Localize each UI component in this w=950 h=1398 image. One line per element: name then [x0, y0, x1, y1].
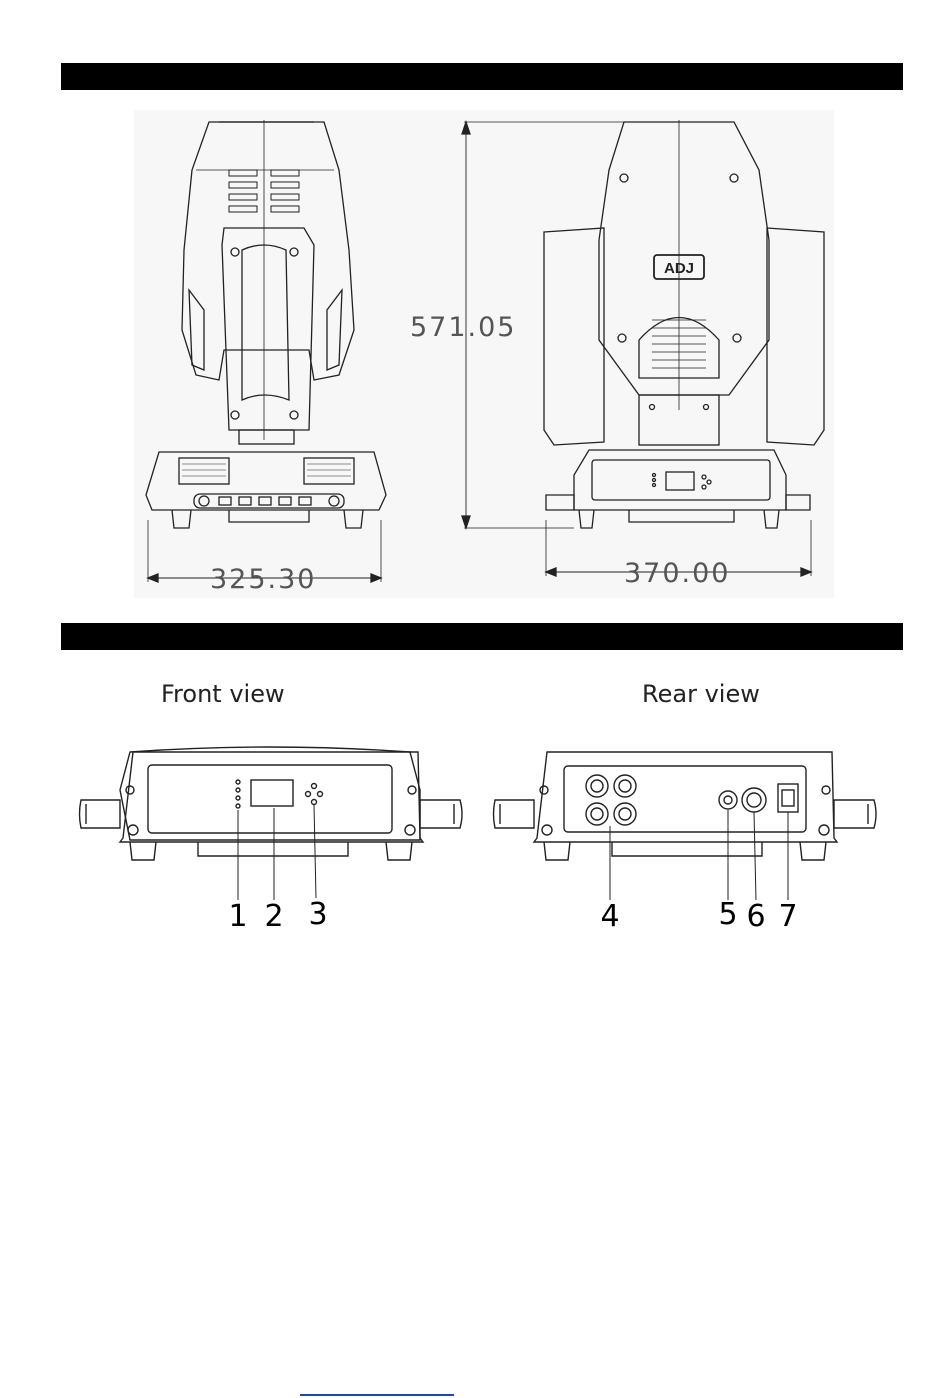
- height-dimension-label: 571.05: [410, 312, 517, 343]
- adj-logo: ADJ: [663, 260, 695, 277]
- front-panel-drawing: [78, 740, 472, 935]
- callout-7: 7: [778, 899, 798, 934]
- width-dimension-label: 325.30: [210, 564, 317, 595]
- callout-4: 4: [600, 899, 620, 934]
- callout-3: 3: [308, 897, 328, 932]
- front-view-title: Front view: [161, 680, 285, 708]
- depth-dimension-label: 370.00: [624, 558, 731, 589]
- section-header-bar-dimensions: [61, 63, 903, 90]
- dimension-drawing: [134, 110, 834, 602]
- callout-5: 5: [718, 897, 738, 932]
- footer-link-underline[interactable]: [300, 1394, 454, 1396]
- callout-2: 2: [264, 899, 284, 934]
- rear-view-title: Rear view: [642, 680, 760, 708]
- callout-1: 1: [228, 899, 248, 934]
- rear-panel-drawing: [492, 740, 886, 935]
- callout-6: 6: [746, 899, 766, 934]
- section-header-bar-panels: [61, 623, 903, 650]
